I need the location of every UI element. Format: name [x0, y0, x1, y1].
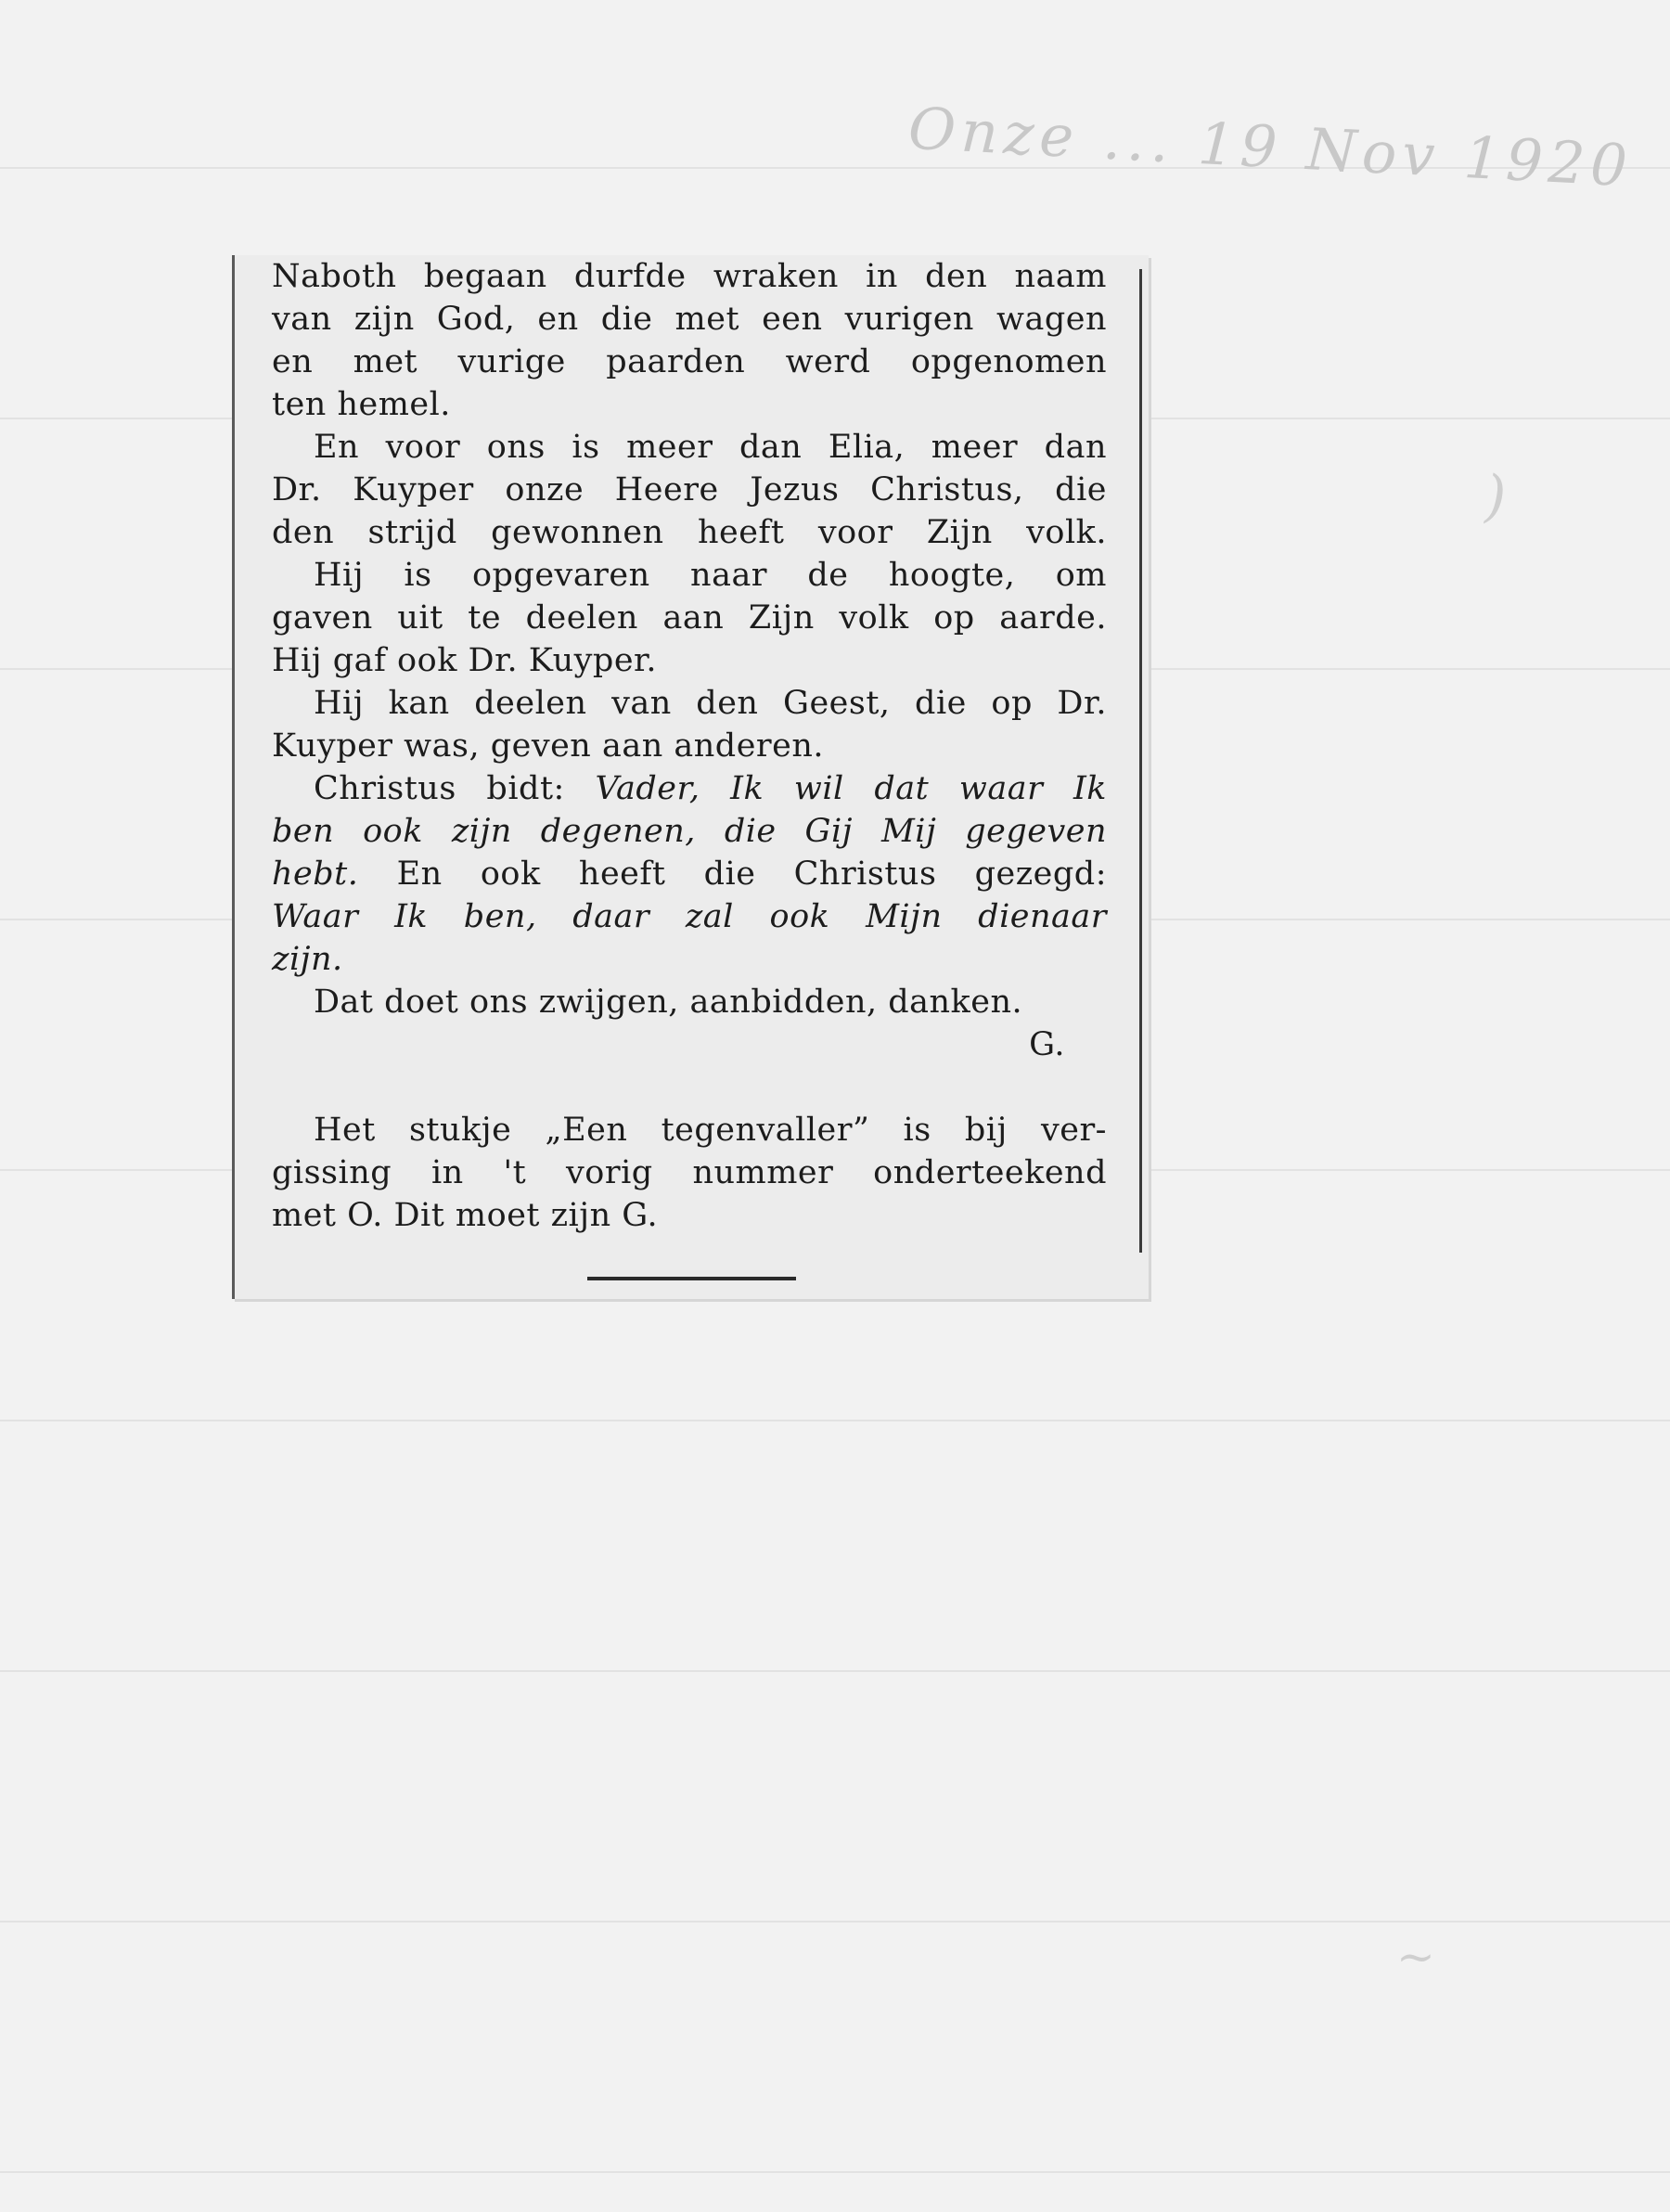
handwritten-date-note: Onze ... 19 Nov 1920: [906, 94, 1635, 200]
ruled-line: [0, 2171, 1670, 2173]
paragraph-5-prefix: Christus bidt:: [314, 770, 596, 807]
article-body: [272, 255, 1107, 1237]
quote-italic: zijn.: [272, 941, 343, 978]
quote-italic: Waar Ik ben, daar zal ook Mijn dienaar: [272, 898, 1107, 935]
paragraph-6-line: Dat doet ons zwijgen, aanbidden, danken.: [314, 984, 1023, 1021]
notice-line: met O. Dit moet zijn G.: [272, 1197, 659, 1234]
paragraph-1-line: ten hemel.: [272, 386, 451, 423]
paragraph-3-line: Hij is opgevaren naar de hoogte, om: [314, 557, 1107, 594]
paragraph-5-line: [272, 853, 1107, 895]
paragraph-1-line: Naboth begaan durfde wraken in den naam: [272, 258, 1107, 295]
column-rule: [1139, 269, 1142, 1253]
pencil-mark: ~: [1396, 1930, 1435, 1984]
paragraph-1-line: en met vurige paarden werd opgenomen: [272, 343, 1107, 380]
ruled-line: [0, 1921, 1670, 1923]
paragraph-2-line: En voor ons is meer dan Elia, meer dan: [314, 429, 1107, 466]
signature: G.: [1029, 1026, 1065, 1063]
spacer: [272, 1066, 1107, 1109]
paragraph-2-line: Dr. Kuyper onze Heere Jezus Christus, die: [272, 471, 1107, 508]
ruled-line: [0, 1670, 1670, 1672]
quote-italic: hebt.: [272, 855, 359, 893]
paragraph-5-rest: En ook heeft die Christus gezegd:: [358, 855, 1107, 893]
section-divider: [587, 1277, 796, 1280]
paragraph-3-line: Hij gaf ook Dr. Kuyper.: [272, 642, 658, 679]
paragraph-1-line: van zijn God, en die met een vurigen wagen: [272, 301, 1107, 338]
paragraph-5-line: [272, 767, 1107, 810]
paragraph-4-line: Hij kan deelen van den Geest, die op Dr.: [314, 685, 1107, 722]
quote-italic: ben ook zijn degenen, die Gij Mij gegeven: [272, 813, 1107, 850]
newspaper-clipping: [232, 255, 1149, 1299]
quote-italic: Vader, Ik wil dat waar Ik: [595, 770, 1107, 807]
paragraph-3-line: gaven uit te deelen aan Zijn volk op aarde.: [272, 599, 1107, 637]
pencil-mark: ): [1484, 464, 1507, 529]
paragraph-2-line: den strijd gewonnen heeft voor Zijn volk.: [272, 514, 1107, 551]
notice-line: Het stukje „Een tegenvaller” is bij ver-: [314, 1112, 1107, 1149]
paragraph-4-line: Kuyper was, geven aan anderen.: [272, 727, 825, 765]
notice-line: gissing in 't vorig nummer onderteekend: [272, 1154, 1107, 1191]
ruled-line: [0, 1420, 1670, 1421]
